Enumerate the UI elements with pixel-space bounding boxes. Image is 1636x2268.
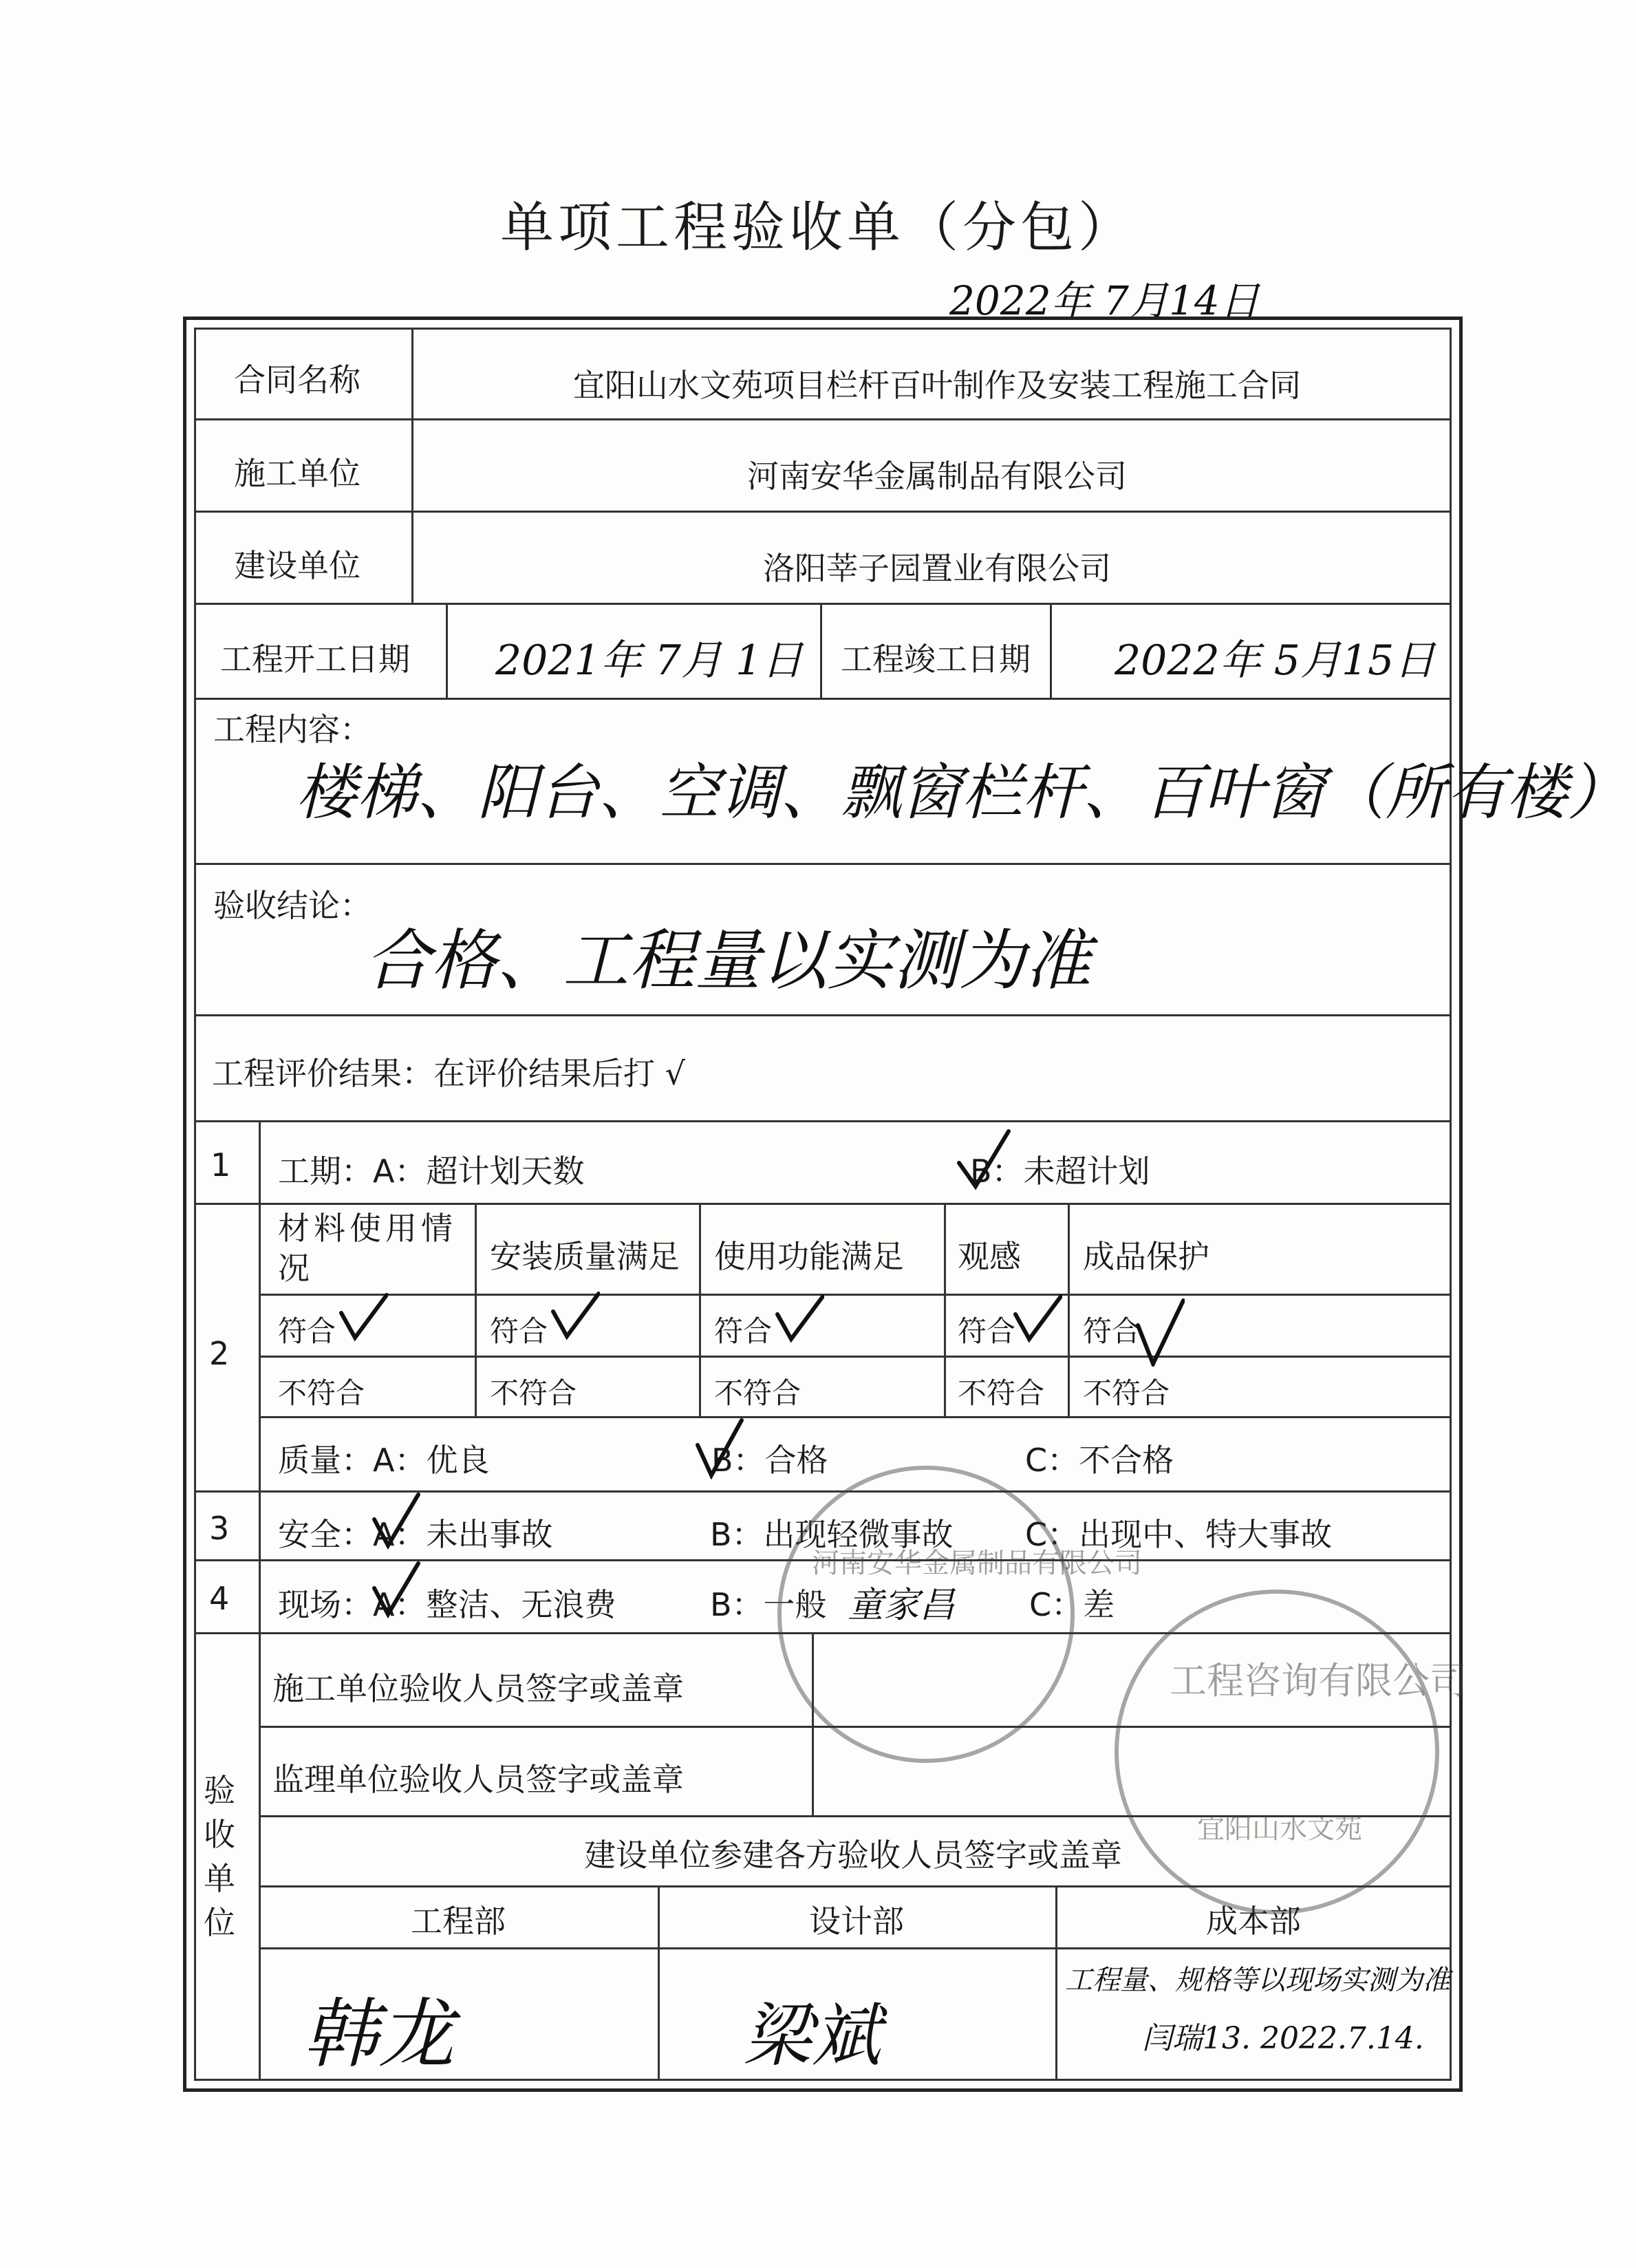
company-seal-stamp [777, 1466, 1075, 1763]
row-divider [194, 1203, 1452, 1205]
row-divider [259, 1294, 1452, 1296]
design-signature: 梁斌 [743, 1996, 881, 2076]
cost-signature-note: 工程量、规格等以现场实测为准 [1065, 1965, 1450, 1996]
safety-option-c: C：出现中、特大事故 [1025, 1516, 1333, 1553]
conclusion-label: 验收结论： [213, 887, 372, 924]
col-divider [944, 1203, 946, 1416]
quality-option-b: B：合格 [711, 1442, 828, 1479]
row-divider [194, 603, 1452, 605]
check-mark-icon [1013, 1294, 1062, 1343]
col-divider [259, 1120, 261, 2081]
acceptance-side-label: 验收单位 [204, 1772, 235, 1941]
check-mark-icon [550, 1291, 600, 1340]
start-date-label: 工程开工日期 [220, 641, 410, 678]
col-divider [411, 328, 413, 603]
check-mark-icon [695, 1418, 744, 1479]
content-value: 楼梯、阳台、空调、飘窗栏杆、百叶窗（所有楼） [296, 757, 1628, 828]
col-install-header: 安装质量满足 [490, 1238, 680, 1275]
col-divider [699, 1203, 701, 1416]
function-not-ok: 不符合 [714, 1376, 801, 1410]
function-ok: 符合 [714, 1314, 773, 1348]
end-date-label: 工程竣工日期 [841, 641, 1031, 678]
col-divider [1068, 1203, 1070, 1416]
col-divider [1050, 603, 1052, 698]
start-date-value: 2021年 7月 1日 [495, 636, 804, 685]
item-number-1: 1 [211, 1146, 231, 1184]
site-option-b: B：一般 [710, 1586, 827, 1623]
cost-signature: 闫瑞13. 2022.7.14. [1142, 2021, 1424, 2056]
owner-value: 洛阳莘子园置业有限公司 [763, 550, 1111, 587]
row-divider [259, 1416, 1452, 1418]
row-divider [194, 1120, 1452, 1122]
appearance-ok: 符合 [958, 1314, 1016, 1348]
engineering-signature: 韩龙 [303, 1990, 454, 2078]
evaluation-label: 工程评价结果：在评价结果后打 √ [212, 1055, 685, 1092]
end-date-value: 2022年 5月15日 [1115, 636, 1436, 685]
owner-sign-label: 建设单位参建各方验收人员签字或盖章 [584, 1837, 1122, 1874]
contract-value: 宜阳山水文苑项目栏杆百叶制作及安装工程施工合同 [573, 367, 1301, 404]
col-protection-header: 成品保护 [1083, 1238, 1209, 1275]
content-label: 工程内容： [213, 711, 372, 748]
safety-option-b: B：出现轻微事故 [710, 1516, 954, 1553]
item-number-3: 3 [209, 1510, 230, 1547]
material-not-ok: 不符合 [278, 1376, 365, 1410]
check-mark-icon [338, 1292, 388, 1342]
row-divider [194, 698, 1452, 700]
col-appearance-header: 观感 [958, 1238, 1021, 1275]
consulting-seal-text: 工程咨询有限公司 [1170, 1659, 1467, 1702]
check-mark-icon [372, 1492, 421, 1550]
row-divider [194, 511, 1452, 513]
builder-value: 河南安华金属制品有限公司 [747, 458, 1127, 495]
check-mark-icon [1135, 1298, 1185, 1367]
document-title: 单项工程验收单（分包） [499, 197, 1136, 259]
contract-label: 合同名称 [234, 361, 360, 398]
check-mark-icon [372, 1561, 421, 1618]
row-divider [259, 1947, 1452, 1949]
protection-not-ok: 不符合 [1083, 1376, 1170, 1410]
builder-label: 施工单位 [234, 455, 360, 492]
safety-option-a: 安全：A：未出事故 [278, 1516, 553, 1553]
company-seal-text: 河南安华金属制品有限公司 [812, 1548, 1142, 1579]
builder-sign-label: 施工单位验收人员签字或盖章 [272, 1670, 684, 1707]
col-divider [820, 603, 822, 698]
install-not-ok: 不符合 [490, 1376, 577, 1410]
document-date: 2022年 7月14日 [949, 277, 1260, 324]
check-mark-icon [956, 1128, 1011, 1190]
row-divider [259, 1356, 1452, 1358]
col-divider [1055, 1885, 1057, 2081]
item-number-4: 4 [209, 1580, 230, 1617]
appearance-not-ok: 不符合 [958, 1376, 1045, 1410]
col-function-header: 使用功能满足 [714, 1238, 904, 1275]
period-option-b: B：未超计划 [970, 1153, 1150, 1190]
period-option-a: 工期：A：超计划天数 [278, 1153, 585, 1190]
conclusion-value: 合格、工程量以实测为准 [365, 922, 1091, 999]
consulting-seal-stamp [1115, 1590, 1439, 1914]
quality-option-a: 质量：A：优良 [278, 1442, 490, 1479]
consulting-seal-subtext: 宜阳山水文苑 [1197, 1813, 1362, 1845]
item-number-2: 2 [209, 1335, 230, 1372]
dept-engineering: 工程部 [411, 1903, 506, 1940]
material-ok: 符合 [278, 1314, 336, 1348]
supervisor-sign-label: 监理单位验收人员签字或盖章 [272, 1761, 684, 1798]
row-divider [194, 1014, 1452, 1016]
col-material-header: 材料使用情况 [278, 1210, 457, 1287]
install-ok: 符合 [490, 1314, 548, 1348]
dept-design: 设计部 [809, 1903, 904, 1940]
site-option-c: C：差 [1029, 1586, 1115, 1623]
quality-option-c: C：不合格 [1025, 1442, 1174, 1479]
check-mark-icon [775, 1294, 824, 1343]
protection-ok: 符合 [1083, 1314, 1141, 1348]
row-divider [194, 863, 1452, 865]
dept-cost: 成本部 [1206, 1903, 1301, 1940]
row-divider [194, 418, 1452, 420]
col-divider [446, 603, 448, 698]
col-divider [658, 1885, 660, 2081]
site-option-a: 现场：A：整洁、无浪费 [278, 1586, 616, 1623]
owner-label: 建设单位 [234, 547, 360, 584]
col-divider [475, 1203, 477, 1416]
builder-signature: 童家昌 [848, 1585, 956, 1626]
